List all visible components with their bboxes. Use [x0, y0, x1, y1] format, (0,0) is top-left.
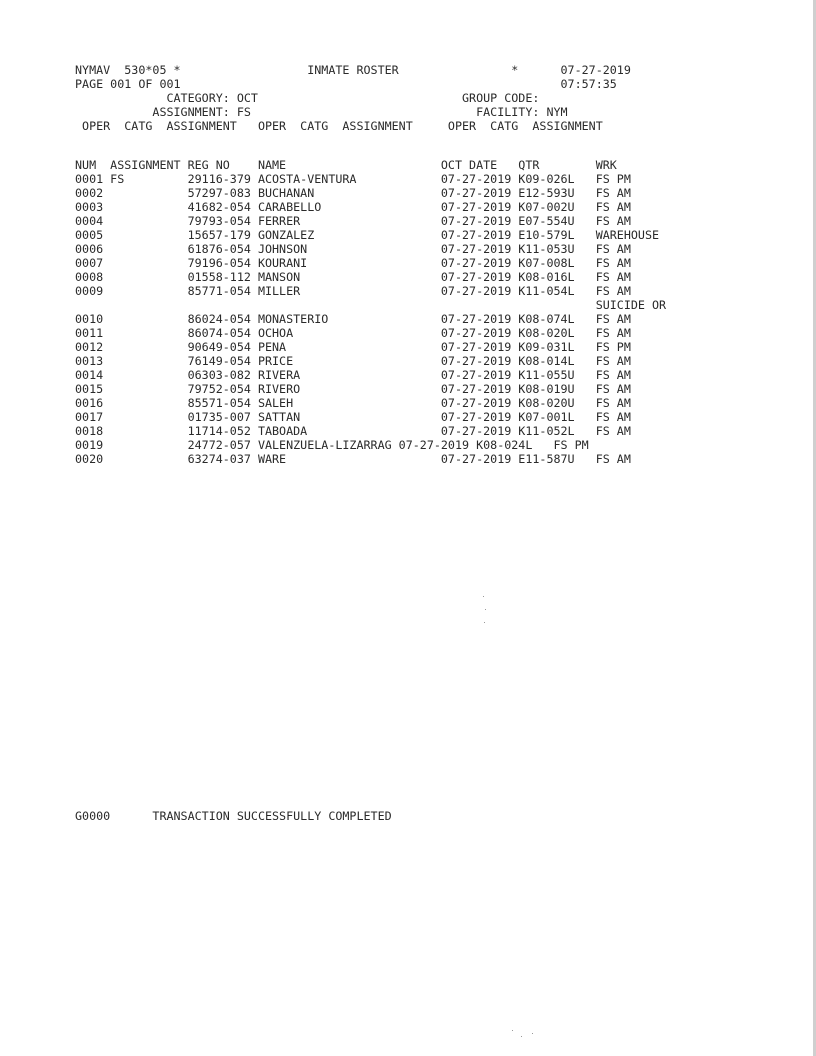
- table-row: 0015 79752-054 RIVERO 07-27-2019 K08-019U FS AM: [75, 382, 631, 396]
- table-row: 0005 15657-179 GONZALEZ 07-27-2019 E10-579L WAREHOUSE: [75, 228, 660, 242]
- table-row: 0014 06303-082 RIVERA 07-27-2019 K11-055U FS AM: [75, 368, 631, 382]
- table-row: 0012 90649-054 PENA 07-27-2019 K09-031L FS PM: [75, 340, 631, 354]
- table-row: 0001 FS 29116-379 ACOSTA-VENTURA 07-27-2019 K09-026L FS PM: [75, 172, 631, 186]
- report-header-line: NYMAV 530*05 * INMATE ROSTER * 07-27-2019: [75, 63, 631, 77]
- table-row: 0009 85771-054 MILLER 07-27-2019 K11-054L FS AM: [75, 284, 631, 298]
- table-row: 0020 63274-037 WARE 07-27-2019 E11-587U FS AM: [75, 452, 631, 466]
- scan-speck: [512, 1030, 513, 1031]
- roster-table: [75, 158, 666, 466]
- oper-catg-header: OPER CATG ASSIGNMENT OPER CATG ASSIGNMENT OPER CATG ASSIGNMENT: [75, 119, 603, 133]
- table-row: 0002 57297-083 BUCHANAN 07-27-2019 E12-593U FS AM: [75, 186, 631, 200]
- table-row: 0004 79793-054 FERRER 07-27-2019 E07-554U FS AM: [75, 214, 631, 228]
- table-row: 0006 61876-054 JOHNSON 07-27-2019 K11-053U FS AM: [75, 242, 631, 256]
- scan-speck: [483, 596, 484, 597]
- scan-speck: [484, 622, 485, 623]
- table-row: SUICIDE OR: [75, 298, 667, 312]
- scan-speck: [521, 1036, 522, 1037]
- table-row: 0013 76149-054 PRICE 07-27-2019 K08-014L FS AM: [75, 354, 631, 368]
- table-row: 0016 85571-054 SALEH 07-27-2019 K08-020U FS AM: [75, 396, 631, 410]
- scan-speck: [485, 609, 486, 610]
- status-message: G0000 TRANSACTION SUCCESSFULLY COMPLETED: [75, 809, 392, 823]
- table-row: 0008 01558-112 MANSON 07-27-2019 K08-016L FS AM: [75, 270, 631, 284]
- category-line: CATEGORY: OCT GROUP CODE:: [75, 91, 540, 105]
- table-header: NUM ASSIGNMENT REG NO NAME OCT DATE QTR WRK: [75, 158, 617, 172]
- table-row: 0010 86024-054 MONASTERIO 07-27-2019 K08-074L FS AM: [75, 312, 631, 326]
- page-info-line: PAGE 001 OF 001 07:57:35: [75, 77, 617, 91]
- assignment-line: ASSIGNMENT: FS FACILITY: NYM: [75, 105, 568, 119]
- table-row: 0011 86074-054 OCHOA 07-27-2019 K08-020L FS AM: [75, 326, 631, 340]
- table-row: 0003 41682-054 CARABELLO 07-27-2019 K07-002U FS AM: [75, 200, 631, 214]
- table-row: 0017 01735-007 SATTAN 07-27-2019 K07-001L FS AM: [75, 410, 631, 424]
- scan-speck: [532, 1033, 533, 1034]
- table-row: 0007 79196-054 KOURANI 07-27-2019 K07-008L FS AM: [75, 256, 631, 270]
- table-row: 0019 24772-057 VALENZUELA-LIZARRAG 07-27-2019 K08-024L FS PM: [75, 438, 589, 452]
- table-row: 0018 11714-052 TABOADA 07-27-2019 K11-052L FS AM: [75, 424, 631, 438]
